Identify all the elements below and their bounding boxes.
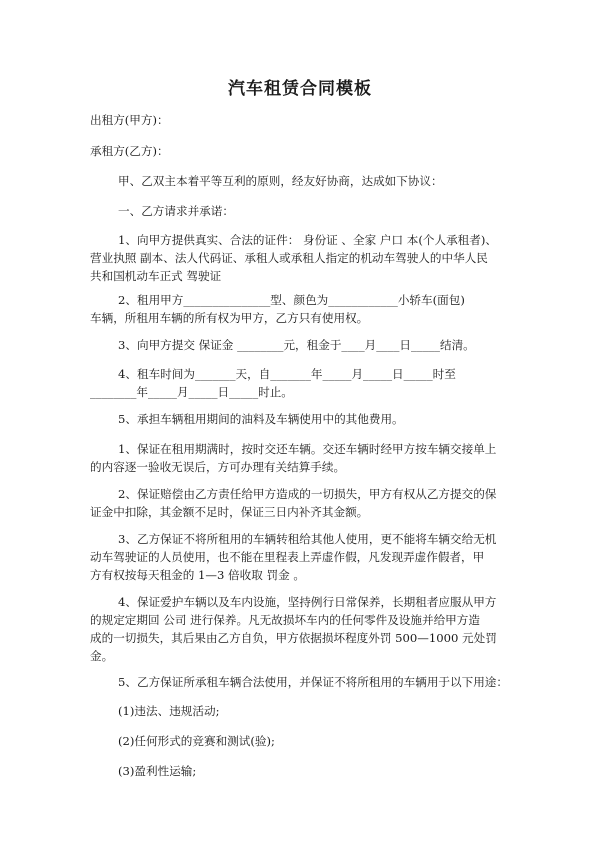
section-two-clause-3-line: 方有权按每天租金的 1—3 倍收取 罚金 。	[90, 568, 305, 582]
document-title: 汽车租赁合同模板	[228, 79, 372, 99]
clause-2	[90, 291, 520, 327]
section-two-clause-2	[90, 485, 520, 521]
section-two-clause-3-line: 3、乙方保证不将所租用的车辆转租给其他人使用，更不能将车辆交给无机	[118, 532, 497, 546]
clause-2-line: 2、租用甲方_______________型、颜色为____________小轿车(面包)	[118, 293, 465, 307]
clause-5: 5、承担车辆租用期间的油料及车辆使用中的其他费用。	[118, 412, 404, 426]
use-item-3: (3)盈利性运输;	[118, 764, 197, 778]
clause-4	[90, 365, 520, 401]
section-two-clause-3-line: 动车驾驶证的人员使用，也不能在里程表上弄虚作假，凡发现弄虚作假者，甲	[90, 550, 485, 564]
lessor-line: 出租方(甲方)：	[90, 113, 169, 127]
use-item-1: (1)违法、违规活动;	[118, 704, 220, 718]
preamble: 甲、乙双主本着平等互利的原则，经友好协商，达成如下协议：	[118, 174, 443, 188]
section-two-clause-1-line: 1、保证在租用期满时，按时交还车辆。交还车辆时经甲方按车辆交接单上	[118, 442, 497, 456]
clause-4-line: 4、租车时间为_______天，自_______年_____月_____日_____时至	[118, 367, 456, 381]
section-two-clause-3	[90, 530, 520, 584]
section-two-clause-4-line: 4、保证爱护车辆以及车内设施，坚持例行日常保养，长期租者应服从甲方	[118, 595, 497, 609]
use-item-2: (2)任何形式的竞赛和测试(验);	[118, 734, 275, 748]
section-two-clause-5: 5、乙方保证所承租车辆合法使用，并保证不将所租用的车辆用于以下用途：	[118, 675, 508, 689]
section-two-clause-4-line: 金。	[90, 649, 114, 663]
lessee-line: 承租方(乙方)：	[90, 144, 169, 158]
section-two-clause-2-line: 2、保证赔偿由乙方责任给甲方造成的一切损失，甲方有权从乙方提交的保	[118, 487, 497, 501]
section-two-clause-4	[90, 593, 520, 665]
clause-3: 3、向甲方提交 保证金 ________元，租金于____月____日_____结清。	[118, 338, 475, 352]
section-one-heading: 一、乙方请求并承诺：	[118, 204, 234, 218]
section-two-clause-4-line: 的规定定期回 公司 进行保养。凡无故损坏车内的任何零件及设施并给甲方造	[90, 613, 480, 627]
clause-4-line: ________年_____月_____日_____时止。	[90, 385, 293, 399]
section-two-clause-1	[90, 440, 520, 476]
clause-1-line: 1、向甲方提供真实、合法的证件： 身份证 、全家 户口 本(个人承租者)、	[118, 233, 497, 247]
section-two-clause-4-line: 成的一切损失，其后果由乙方自负，甲方依据损坏程度外罚 500—1000 元处罚	[90, 631, 497, 645]
clause-1-line: 共和国机动车正式 驾驶证	[90, 269, 222, 283]
section-two-clause-1-line: 的内容逐一验收无误后，方可办理有关结算手续。	[90, 460, 346, 474]
clause-2-line: 车辆，所租用车辆的所有权为甲方，乙方只有使用权。	[90, 311, 369, 325]
clause-1-line: 营业执照 副本、法人代码证、承租人或承租人指定的机动车驾驶人的中华人民	[90, 251, 488, 265]
section-two-clause-2-line: 证金中扣除，其金额不足时，保证三日内补齐其金额。	[90, 505, 369, 519]
clause-1	[90, 231, 520, 285]
